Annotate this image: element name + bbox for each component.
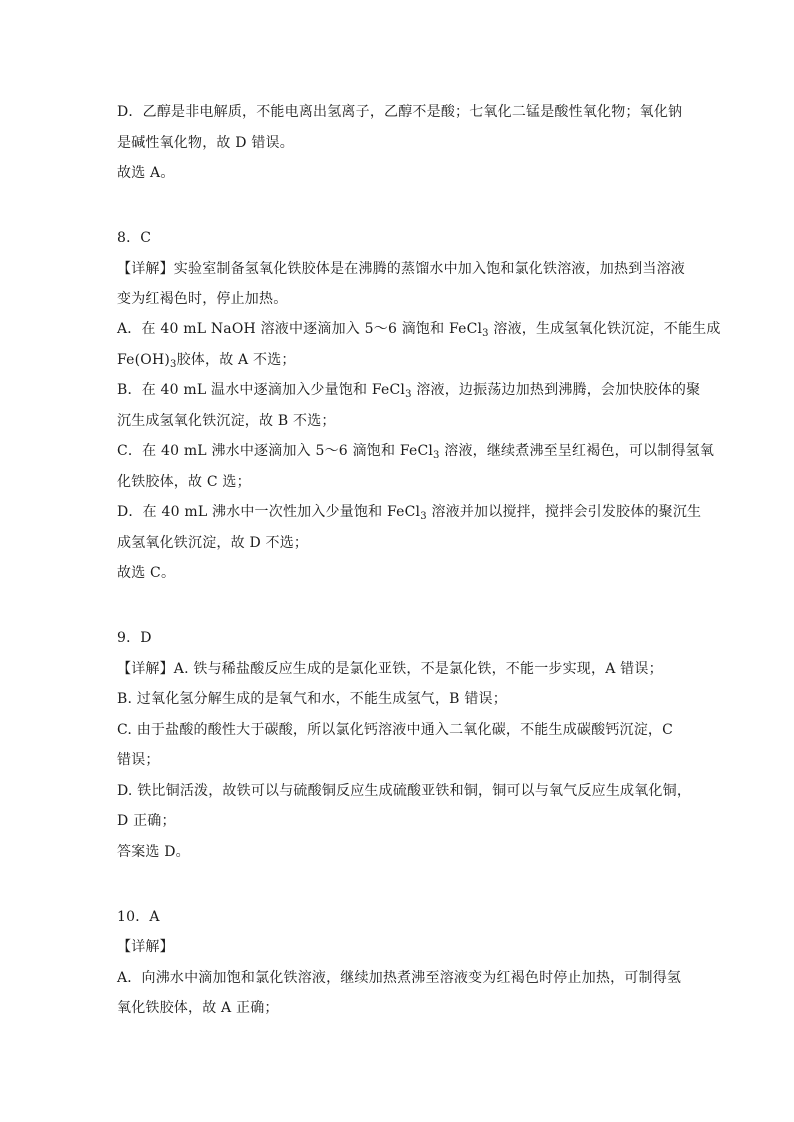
text-line: 答案选 D。	[117, 844, 190, 860]
text-line: 故选 A。	[117, 165, 175, 181]
text-line: $Fe(OH)_3$胶体，故 A 不选；	[117, 352, 296, 370]
text-line: D. 铁比铜活泼，故铁可以与硫酸铜反应生成硫酸亚铁和铜，铜可以与氧气反应生成氧化铜，	[117, 783, 692, 799]
text-line: 沉生成氢氧化铁沉淀，故 B 不选；	[117, 413, 336, 429]
text-line: B．在 40 mL 温水中逐滴加入少量饱和 FeCl$_3$ 溶液，边振荡边加热到沸腾，会加快胶体的聚	[117, 382, 701, 400]
text-line: 化铁胶体，故 C 选；	[117, 474, 251, 490]
text-line: 【详解】A. 铁与稀盐酸反应生成的是氯化亚铁，不是氯化铁，不能一步实现，A 错误；	[117, 661, 663, 677]
text-line: B. 过氧化氢分解生成的是氧气和水，不能生成氢气，B 错误；	[117, 691, 507, 707]
text-line: 【详解】实验室制备氢氧化铁胶体是在沸腾的蒸馏水中加入饱和氯化铁溶液，加热到当溶液	[117, 261, 685, 277]
text-line: 氧化铁胶体，故 A 正确；	[117, 1000, 279, 1016]
text-line: C．在 40 mL 沸水中逐滴加入 5～6 滴饱和 FeCl$_3$ 溶液，继续煮沸至呈红褐色，可以制得氢氧	[117, 443, 715, 461]
text-line: A．在 40 mL NaOH 溶液中逐滴加入 5～6 滴饱和 FeCl$_3$ 溶液，生成氢氧化铁沉淀，不能生成	[117, 321, 721, 339]
text-line: A．向沸水中滴加饱和氯化铁溶液，继续加热煮沸至溶液变为红褐色时停止加热，可制得氢	[117, 970, 682, 986]
text-line: 是碱性氧化物，故 D 错误。	[117, 135, 294, 151]
text-line: 故选 C。	[117, 565, 176, 581]
text-line: 错误；	[117, 752, 160, 768]
text-line: 【详解】	[117, 939, 174, 955]
answer-heading: 10．A	[117, 909, 160, 925]
text-line: D 正确；	[117, 813, 176, 829]
answer-heading: 8．C	[117, 230, 152, 246]
text-line: D．乙醇是非电解质，不能电离出氢离子，乙醇不是酸；七氧化二锰是酸性氧化物；氧化钠	[117, 104, 683, 120]
text-line: D．在 40 mL 沸水中一次性加入少量饱和 FeCl$_3$ 溶液并加以搅拌，搅拌会引发胶体的聚沉生	[117, 504, 702, 522]
text-line: C. 由于盐酸的酸性大于碳酸，所以氯化钙溶液中通入二氧化碳，不能生成碳酸钙沉淀，C	[117, 722, 674, 738]
answer-heading: 9．D	[117, 630, 152, 646]
text-line: 成氢氧化铁沉淀，故 D 不选；	[117, 535, 309, 551]
text-line: 变为红褐色时，停止加热。	[117, 291, 288, 307]
